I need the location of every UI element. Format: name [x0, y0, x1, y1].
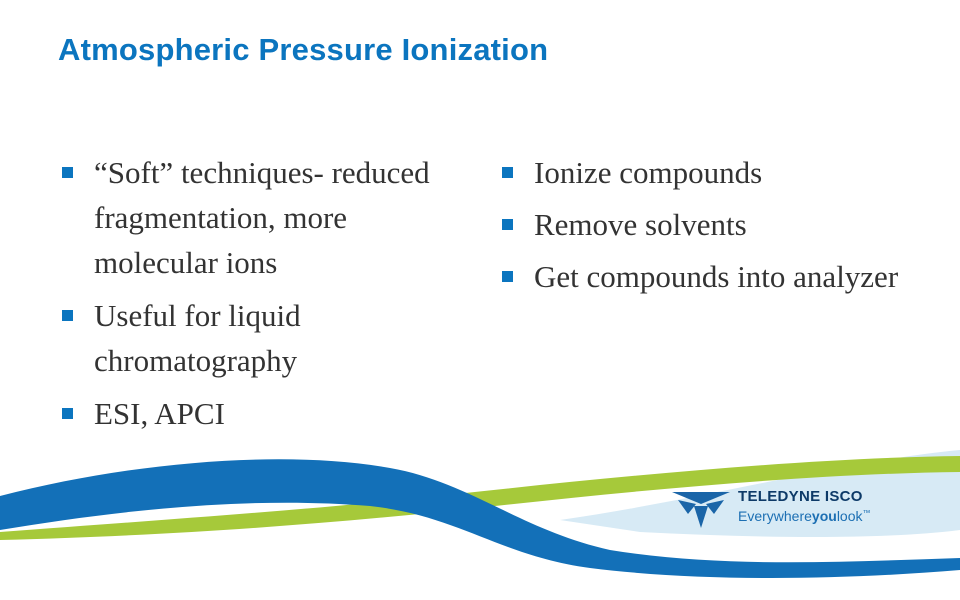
square-bullet-icon	[502, 271, 513, 282]
list-item	[60, 150, 460, 285]
list-item	[500, 150, 940, 195]
teledyne-emblem-icon	[672, 490, 730, 528]
trademark-mark: ™	[862, 508, 871, 518]
list-item	[60, 293, 460, 383]
bullet-text: Ionize compounds	[534, 155, 763, 190]
bullet-text: Remove solvents	[534, 207, 747, 242]
slide-title: Atmospheric Pressure Ionization	[58, 32, 549, 67]
logo-tagline	[738, 508, 871, 524]
list-item	[500, 254, 940, 299]
right-bullet-list	[500, 150, 940, 306]
logo-name: TELEDYNE ISCO	[738, 488, 863, 505]
tagline-part: look	[836, 508, 863, 524]
square-bullet-icon	[62, 167, 73, 178]
square-bullet-icon	[502, 219, 513, 230]
bullet-text: “Soft” techniques- reduced fragmentation, more molecular ions	[94, 155, 430, 280]
list-item	[500, 202, 940, 247]
square-bullet-icon	[62, 310, 73, 321]
left-bullet-list	[60, 150, 460, 444]
bullet-text: Useful for liquid chromatography	[94, 298, 301, 378]
tagline-part: Everywhere	[738, 508, 812, 524]
bullet-text: Get compounds into analyzer	[534, 259, 899, 294]
square-bullet-icon	[502, 167, 513, 178]
bullet-text: ESI, APCI	[94, 396, 225, 431]
square-bullet-icon	[62, 408, 73, 419]
tagline-part: you	[811, 508, 837, 524]
